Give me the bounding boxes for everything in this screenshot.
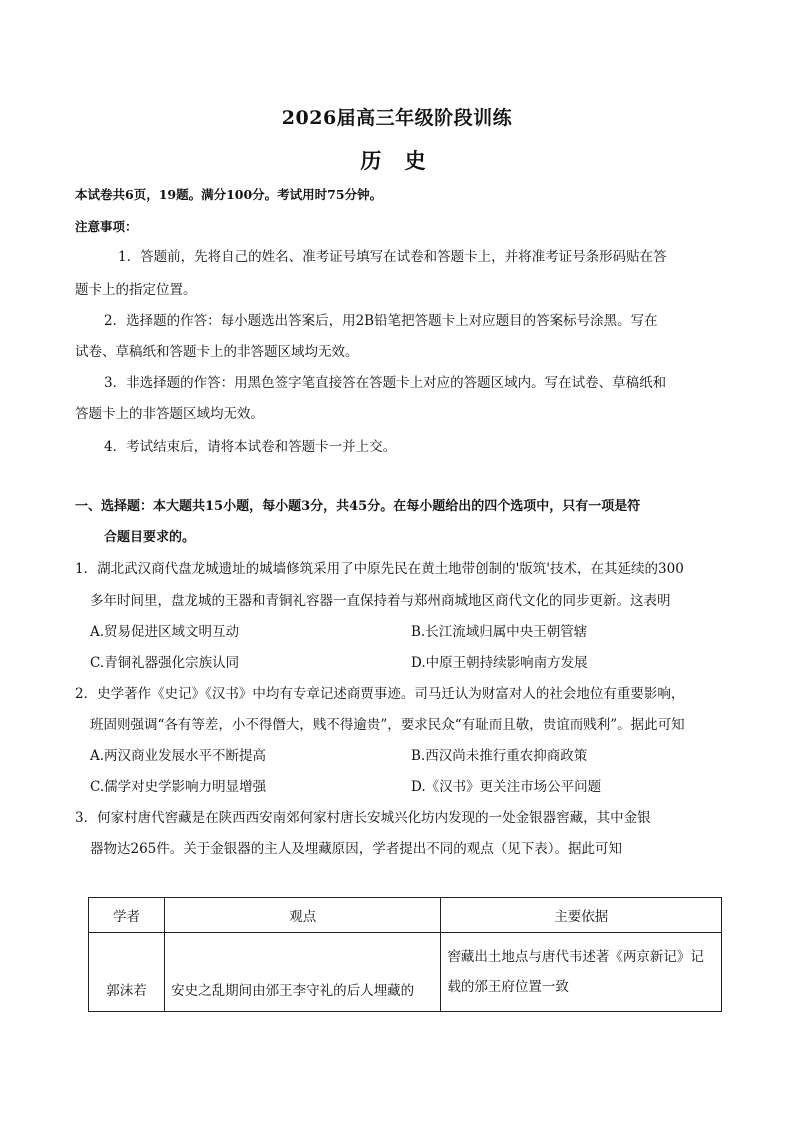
- question-1-option-d[interactable]: D.中原王朝持续影响南方发展: [411, 655, 588, 671]
- question-2-option-a[interactable]: A.两汉商业发展水平不断提高: [90, 748, 267, 764]
- question-3-stem-line2: 器物达265件。关于金银器的主人及埋藏原因，学者提出不同的观点（见下表）。据此可知: [90, 841, 623, 857]
- note-3-line2: 答题卡上的非答题区域均无效。: [75, 406, 264, 422]
- table-cell-basis-line1: 窖藏出土地点与唐代韦述著《两京新记》记: [447, 949, 704, 965]
- table-cell-view: 安史之乱期间由邠王李守礼的后人埋藏的: [165, 933, 441, 1012]
- question-1-stem-line2: 多年时间里，盘龙城的王器和青铜礼容器一直保持着与郑州商城地区商代文化的同步更新。这表明: [90, 593, 671, 609]
- note-2-line2: 试卷、草稿纸和答题卡上的非答题区域均无效。: [75, 344, 359, 360]
- table-cell-basis: [441, 933, 722, 1012]
- table-header-row: [89, 898, 722, 933]
- question-1-option-a[interactable]: A.贸易促进区域文明互动: [90, 624, 240, 640]
- question-3-stem-line1: 3．何家村唐代窖藏是在陕西西安南郊何家村唐长安城兴化坊内发现的一处金银器窖藏，其中金银: [75, 810, 651, 826]
- question-1-option-c[interactable]: C.青铜礼器强化宗族认同: [90, 655, 240, 671]
- table-row: [89, 933, 722, 1012]
- question-2-stem-line2: 班固则强调“各有等差，小不得僭大，贱不得逾贵”，要求民众“有耻而且敬，贵谊而贱利”。据此可知: [90, 717, 685, 733]
- note-1-line1: 1．答题前，先将自己的姓名、准考证号填写在试卷和答题卡上，并将准考证号条形码贴在答: [118, 249, 667, 265]
- question-2-stem-line1: 2．史学著作《史记》《汉书》中均有专章记述商贾事迹。司马迁认为财富对人的社会地位有重要影响，: [75, 686, 685, 702]
- table-cell-scholar: 郭沫若: [89, 933, 165, 1012]
- note-3-line1: 3．非选择题的作答：用黑色签字笔直接答在答题卡上对应的答题区域内。写在试卷、草稿纸和: [104, 375, 667, 391]
- table-header-scholar: 学者: [89, 898, 165, 933]
- table-header-basis: 主要依据: [441, 898, 722, 933]
- exam-title: 2026届高三年级阶段训练: [281, 107, 513, 129]
- question-2-option-d[interactable]: D.《汉书》更关注市场公平问题: [411, 779, 602, 795]
- question-1-option-b[interactable]: B.长江流域归属中央王朝管辖: [411, 624, 588, 640]
- question-2-option-b[interactable]: B.西汉尚未推行重农抑商政策: [411, 748, 588, 764]
- note-1-line2: 题卡上的指定位置。: [75, 282, 197, 298]
- note-4: 4．考试结束后，请将本试卷和答题卡一并上交。: [104, 439, 397, 455]
- notice-heading: 注意事项：: [75, 219, 138, 234]
- scholar-views-table: [88, 897, 722, 1012]
- question-1-stem-line1: 1．湖北武汉商代盘龙城遗址的城墙修筑采用了中原先民在黄土地带创制的'版筑'技术，在其延续的300: [75, 561, 684, 577]
- table-cell-basis-line2: 载的邠王府位置一致: [447, 979, 569, 995]
- question-2-option-c[interactable]: C.儒学对史学影响力明显增强: [90, 779, 267, 795]
- subject-title: 历 史: [360, 148, 434, 173]
- section-heading-line1: 一、选择题：本大题共15小题，每小题3分，共45分。在每小题给出的四个选项中，只有一项是符: [75, 499, 641, 514]
- exam-info: 本试卷共6页，19题。满分100分。考试用时75分钟。: [75, 187, 383, 202]
- table-header-view: 观点: [165, 898, 441, 933]
- section-heading-line2: 合题目要求的。: [104, 530, 196, 545]
- note-2-line1: 2．选择题的作答：每小题选出答案后，用2B铅笔把答题卡上对应题目的答案标号涂黑。写在: [104, 313, 658, 329]
